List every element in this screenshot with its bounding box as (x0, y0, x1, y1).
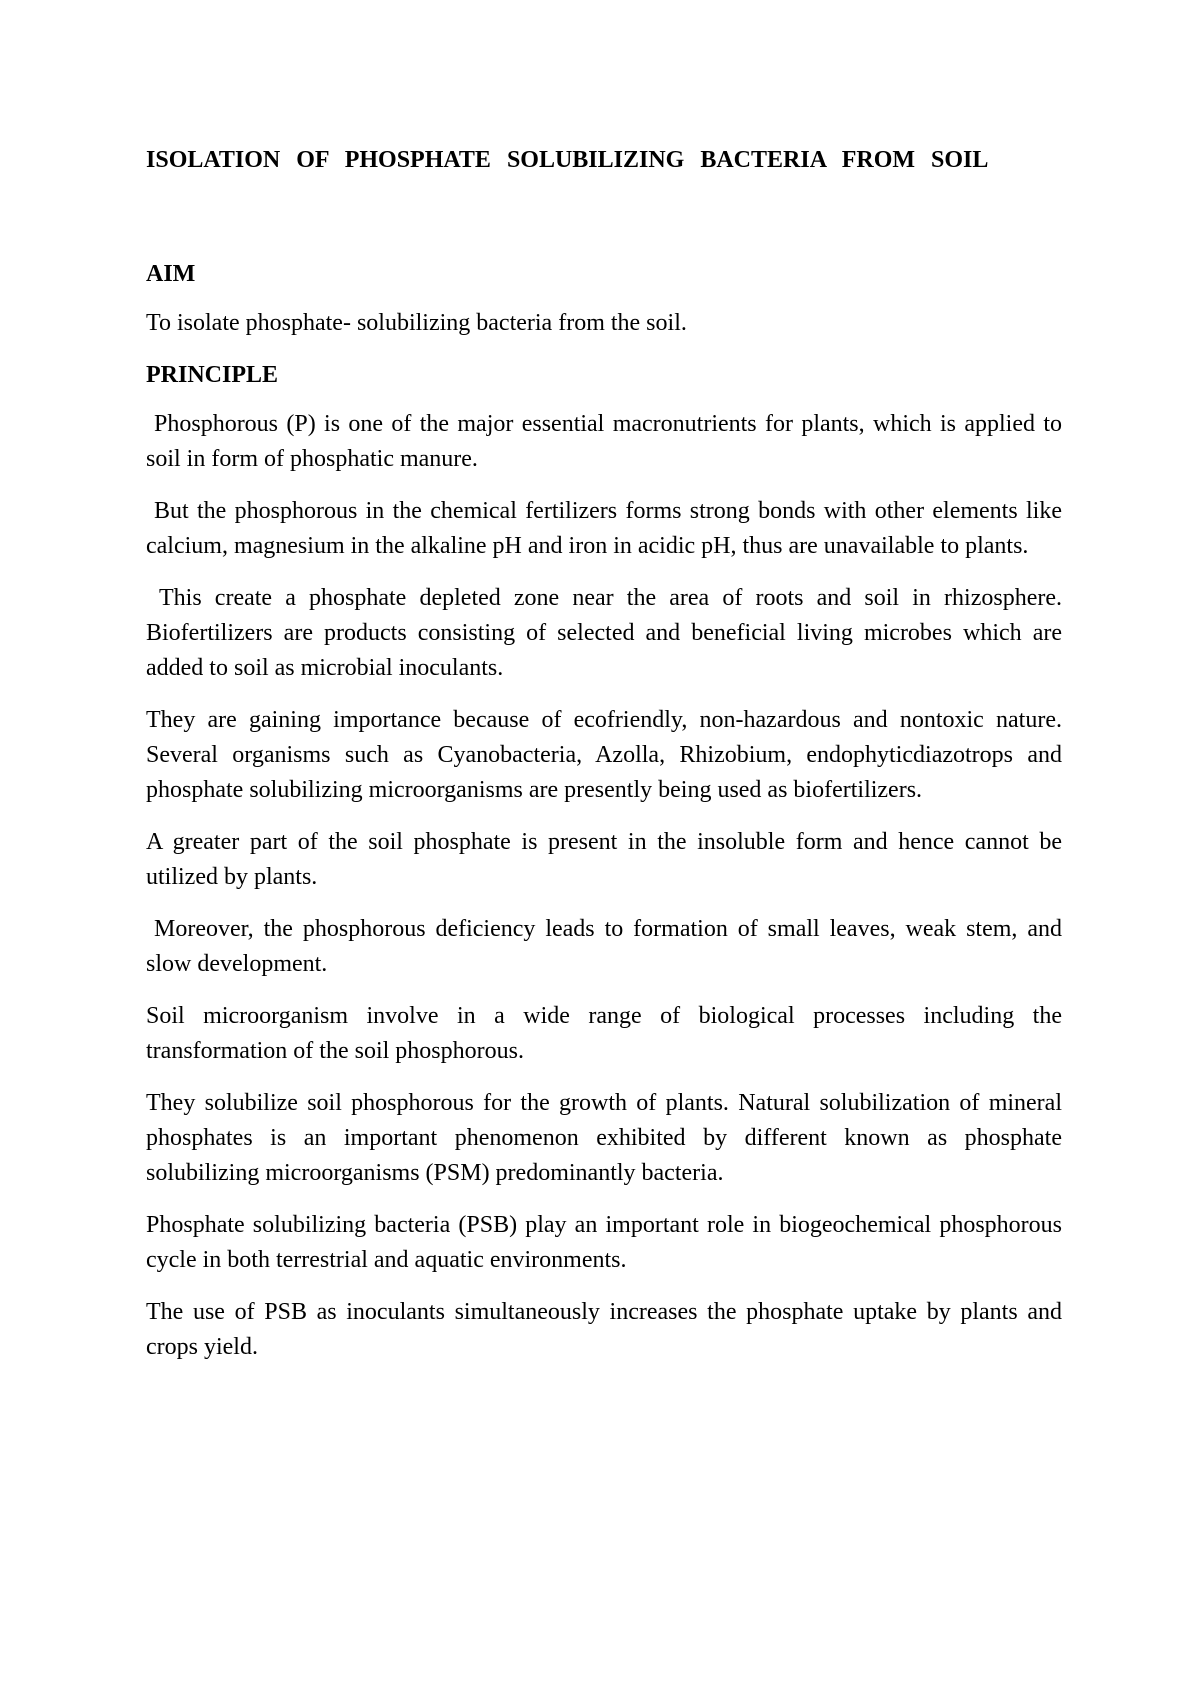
aim-text: To isolate phosphate- solubilizing bacteria from the soil. (146, 310, 687, 336)
document-title: ISOLATION OF PHOSPHATE SOLUBILIZING BACTERIA FROM SOIL (146, 147, 989, 173)
principle-heading: PRINCIPLE (146, 362, 279, 388)
principle-paragraph-8: They solubilize soil phosphorous for the growth of plants. Natural solubilization of mineral phosphates is an important phenomenon exhibited by different known as phosphate solubilizing microorganisms (PSM) predominantly bacteria. (146, 1090, 1062, 1186)
principle-paragraph-4: They are gaining importance because of ecofriendly, non-hazardous and nontoxic nature. Several organisms such as Cyanobacteria, Azolla, Rhizobium, endophyticdiazotrops and phosphate solubilizing microorganisms are presently being used as biofertilizers. (146, 707, 1062, 803)
principle-paragraph-7: Soil microorganism involve in a wide range of biological processes including the transformation of the soil phosphorous. (146, 1003, 1062, 1064)
principle-paragraph-9: Phosphate solubilizing bacteria (PSB) play an important role in biogeochemical phosphorous cycle in both terrestrial and aquatic environments. (146, 1212, 1062, 1273)
principle-paragraph-6: Moreover, the phosphorous deficiency leads to formation of small leaves, weak stem, and slow development. (146, 916, 1062, 977)
principle-paragraph-2: But the phosphorous in the chemical fertilizers forms strong bonds with other elements like calcium, magnesium in the alkaline pH and iron in acidic pH, thus are unavailable to plants. (146, 498, 1062, 559)
principle-paragraph-1: Phosphorous (P) is one of the major essential macronutrients for plants, which is applied to soil in form of phosphatic manure. (146, 411, 1062, 472)
principle-paragraph-3: This create a phosphate depleted zone near the area of roots and soil in rhizosphere. Biofertilizers are products consisting of selected and beneficial living microbes which are added to soil as microbial inoculants. (146, 585, 1062, 681)
principle-paragraph-10: The use of PSB as inoculants simultaneously increases the phosphate uptake by plants and crops yield. (146, 1299, 1062, 1360)
principle-paragraph-5: A greater part of the soil phosphate is present in the insoluble form and hence cannot be utilized by plants. (146, 829, 1062, 890)
aim-heading: AIM (146, 261, 196, 287)
document-page (146, 143, 1062, 1382)
